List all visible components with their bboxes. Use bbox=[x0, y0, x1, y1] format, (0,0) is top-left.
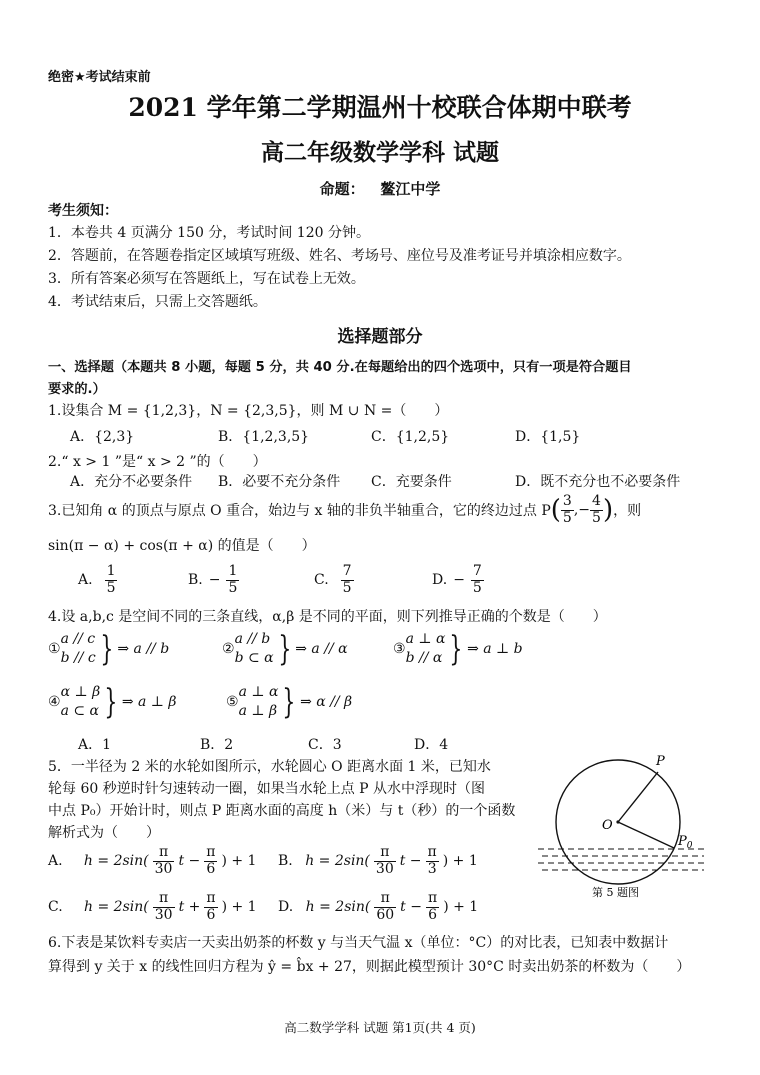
q6-line-1: 6.下表是某饮料专卖店一天卖出奶茶的杯数 y 与当天气温 x（单位：°C）的对比表，已知表中数据计 bbox=[48, 935, 669, 951]
q3-point-y: $\frac{4}{5}$ bbox=[592, 493, 601, 526]
notice-heading: 考生须知： bbox=[48, 203, 118, 219]
q4-option-a: A．1 bbox=[78, 737, 112, 753]
q2-stem: 2.“ x > 1 ”是“ x > 2 ”的（ ） bbox=[48, 454, 267, 470]
q4-item-5: ⑤ a ⊥ α a ⊥ β } ⇒ α // β bbox=[226, 681, 353, 722]
q4-item-3: ③ a ⊥ α b // α } ⇒ a ⊥ b bbox=[393, 628, 523, 669]
q4-item-1: ① a // c b // c } ⇒ a // b bbox=[48, 628, 170, 669]
q1-option-c: C．{1,2,5} bbox=[371, 429, 450, 445]
part1-instruction-2: 要求的.） bbox=[48, 382, 106, 397]
q4-stem: 4.设 a,b,c 是空间不同的三条直线，α,β 是不同的平面，则下列推导正确的个数是（ ） bbox=[48, 609, 607, 625]
q3-option-d: D. − $\frac{7}{5}$ bbox=[432, 563, 482, 596]
q2-option-a: A．充分不必要条件 bbox=[70, 474, 193, 490]
q2-option-c: C．充要条件 bbox=[371, 474, 452, 490]
q3-point-x: $\frac{3}{5}$ bbox=[562, 493, 572, 526]
q1-option-b: B．{1,2,3,5} bbox=[218, 429, 310, 445]
notice-item-1: 1．本卷共 4 页满分 150 分，考试时间 120 分钟。 bbox=[48, 225, 370, 241]
q5-line-3: 中点 P₀）开始计时，则点 P 距离水面的高度 h（米）与 t（秒）的一个函数 bbox=[48, 803, 516, 819]
part1-instruction-1: 一、选择题（本题共 8 小题，每题 5 分，共 40 分.在每题给出的四个选项中，只有一项是符合题目 bbox=[48, 360, 632, 375]
q3-paren-close: ) bbox=[602, 495, 614, 525]
center-point bbox=[616, 820, 619, 823]
q3-option-c: C. $\frac{7}{5}$ bbox=[314, 563, 352, 596]
q4-item-2: ② a // b b ⊂ α } ⇒ a // α bbox=[222, 628, 348, 669]
q2-option-b: B．必要不充分条件 bbox=[218, 474, 341, 490]
q1-option-a: A．{2,3} bbox=[70, 429, 135, 445]
q6-line-2: 算得到 y 关于 x 的线性回归方程为 ŷ = b̂x + 27，则据此模型预计 30°C 时卖出奶茶的杯数为（ ） bbox=[48, 959, 691, 975]
water-wheel-figure bbox=[528, 748, 728, 908]
exam-subtitle: 高二年级数学学科 试题 bbox=[260, 139, 499, 166]
q4-option-b: B．2 bbox=[200, 737, 234, 753]
notice-item-4: 4．考试结束后，只需上交答题纸。 bbox=[48, 294, 267, 310]
q1-option-d: D．{1,5} bbox=[515, 429, 581, 445]
author-line bbox=[0, 178, 760, 199]
q3-expression: sin(π − α) + cos(π + α) 的值是（ ） bbox=[48, 538, 316, 554]
label-o: O bbox=[602, 818, 613, 833]
secret-mark: 绝密★考试结束前 bbox=[48, 70, 151, 85]
q3-paren-open: ( bbox=[550, 495, 561, 525]
q4-option-d: D．4 bbox=[414, 737, 449, 753]
q4-item-4: ④ α ⊥ β a ⊂ α } ⇒ a ⊥ β bbox=[48, 681, 177, 722]
notice-item-3: 3．所有答案必须写在答题纸上，写在试卷上无效。 bbox=[48, 271, 365, 287]
author-label: 命题： bbox=[319, 180, 365, 198]
figure-caption: 第 5 题图 bbox=[592, 886, 639, 899]
q5-line-1: 5．一半径为 2 米的水轮如图所示，水轮圆心 O 距离水面 1 米，已知水 bbox=[48, 759, 491, 775]
label-p0: $P_0$ bbox=[678, 834, 693, 851]
radius-op0 bbox=[618, 822, 674, 848]
section-title: 选择题部分 bbox=[337, 327, 423, 347]
q3-stem: 3.已知角 α 的顶点与原点 O 重合，始边与 x 轴的非负半轴重合，它的终边过点 P ( $\frac{3}{5}$ , − $\frac{4}{5}$ ) ，则 bbox=[48, 493, 642, 526]
radius-op bbox=[618, 772, 658, 822]
q3-stem-tail: ，则 bbox=[613, 503, 642, 519]
q3-option-b: B. − $\frac{1}{5}$ bbox=[188, 563, 238, 596]
q4-option-c: C．3 bbox=[308, 737, 342, 753]
notice-item-2: 2．答题前，在答题卷指定区域填写班级、姓名、考场号、座位号及准考证号并填涂相应数字。 bbox=[48, 248, 631, 264]
q5-option-d: D. h = 2sin( $\frac{\pi}{60}$ t − $\frac{\pi}{6}$ ) + 1 bbox=[278, 890, 479, 923]
q5-line-4: 解析式为（ ） bbox=[48, 825, 160, 841]
exam-title: 2021 学年第二学期温州十校联合体期中联考 bbox=[128, 93, 632, 122]
q2-option-d: D．既不充分也不必要条件 bbox=[515, 474, 681, 490]
q5-option-c: C. h = 2sin( $\frac{\pi}{30}$ t + $\frac{\pi}{6}$ ) + 1 bbox=[48, 890, 257, 923]
q5-option-b: B. h = 2sin( $\frac{\pi}{30}$ t − $\frac{\pi}{3}$ ) + 1 bbox=[278, 844, 478, 877]
author-name: 鳌江中学 bbox=[380, 180, 441, 198]
q3-stem-text: 3.已知角 α 的顶点与原点 O 重合，始边与 x 轴的非负半轴重合，它的终边过点 P bbox=[48, 503, 551, 519]
q5-option-a: A. h = 2sin( $\frac{\pi}{30}$ t − $\frac{\pi}{6}$ ) + 1 bbox=[48, 844, 257, 877]
q1-stem: 1.设集合 M = {1,2,3}，N = {2,3,5}，则 M ∪ N =（ ） bbox=[48, 403, 449, 419]
label-p: P bbox=[656, 754, 665, 769]
q5-line-2: 轮每 60 秒逆时针匀速转动一圈，如果当水轮上点 P 从水中浮现时（图 bbox=[48, 781, 486, 797]
page-footer: 高二数学学科 试题 第1页(共 4 页) bbox=[284, 1020, 476, 1035]
q3-option-a: A. $\frac{1}{5}$ bbox=[78, 563, 116, 596]
